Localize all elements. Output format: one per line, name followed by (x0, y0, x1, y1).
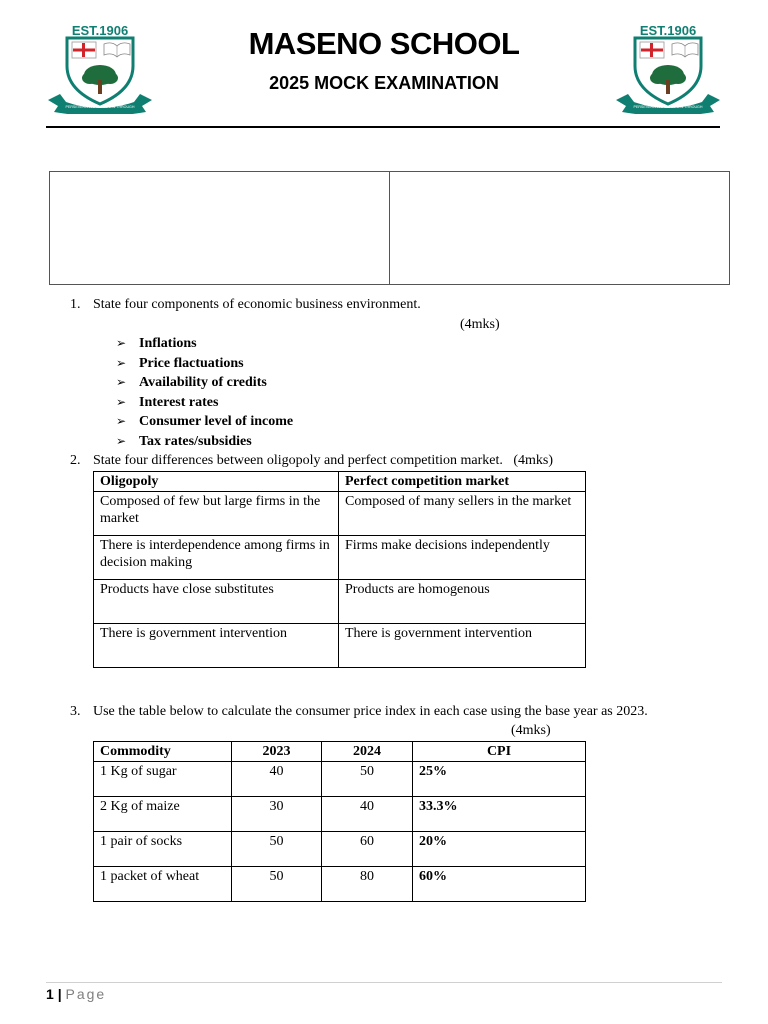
question-3-marks: (4mks) (511, 723, 551, 738)
table-cell: 40 (322, 797, 413, 832)
list-item: ➢ Consumer level of income (116, 412, 293, 432)
table-cell: 25% (413, 762, 586, 797)
crest-motto-text: PERSEVERANCE SHALL WIN THROUGH (633, 105, 703, 109)
oligopoly-comparison-table (93, 471, 586, 668)
table-cell: 2 Kg of maize (94, 797, 232, 832)
q1-answer-list (116, 334, 293, 452)
page-separator: | (57, 986, 62, 1002)
table-cell: 1 pair of socks (94, 832, 232, 867)
table-cell: 80 (322, 867, 413, 902)
arrow-bullet-icon: ➢ (116, 414, 127, 429)
details-box-right-cell (389, 172, 729, 284)
question-text: Use the table below to calculate the consumer price index in each case using the base year as 2023. (93, 704, 648, 719)
table-cell: 1 Kg of sugar (94, 762, 232, 797)
list-item: ➢ Inflations (116, 334, 293, 354)
candidate-details-box (49, 171, 730, 285)
page-label: Page (65, 986, 107, 1002)
header-divider (46, 126, 720, 128)
question-text: State four components of economic business environment. (93, 297, 421, 312)
list-item: ➢ Availability of credits (116, 373, 293, 393)
table-cell: 40 (232, 762, 322, 797)
column-header: 2024 (322, 742, 413, 762)
table-header-row (94, 742, 586, 762)
table-cell: There is government intervention (94, 624, 339, 668)
details-box-left-cell (50, 172, 389, 284)
table-row (94, 867, 586, 902)
question-1-marks: (4mks) (460, 317, 500, 332)
school-name: MASENO SCHOOL (248, 26, 520, 61)
arrow-bullet-icon: ➢ (116, 355, 127, 370)
table-cell: 50 (322, 762, 413, 797)
table-cell: Products are homogenous (339, 580, 586, 624)
crest-est-text: EST.1906 (639, 23, 697, 38)
table-cell: 50 (232, 832, 322, 867)
page-number: 1 (46, 986, 54, 1002)
table-row (94, 536, 586, 580)
arrow-bullet-icon: ➢ (116, 394, 127, 409)
list-item: ➢ Price flactuations (116, 354, 293, 374)
table-cell: 1 packet of wheat (94, 867, 232, 902)
table-row (94, 762, 586, 797)
table-cell: Firms make decisions independently (339, 536, 586, 580)
table-cell: 33.3% (413, 797, 586, 832)
table-cell: 60% (413, 867, 586, 902)
arrow-bullet-icon: ➢ (116, 336, 127, 350)
question-1 (70, 297, 421, 313)
cpi-table (93, 741, 586, 902)
column-header: Perfect competition market (339, 472, 586, 492)
question-number: 1. (70, 297, 81, 312)
footer-divider (46, 982, 722, 983)
list-item: ➢ Interest rates (116, 393, 293, 413)
column-header: Oligopoly (94, 472, 339, 492)
table-cell: Composed of many sellers in the market (339, 492, 586, 536)
column-header: CPI (413, 742, 586, 762)
question-number: 2. (70, 453, 81, 468)
column-header: Commodity (94, 742, 232, 762)
page-footer (46, 986, 106, 1002)
table-row (94, 492, 586, 536)
table-cell: 60 (322, 832, 413, 867)
column-header: 2023 (232, 742, 322, 762)
crest-est-text: EST.1906 (71, 23, 129, 38)
question-2-marks: (4mks) (513, 453, 554, 468)
question-text: State four differences between oligopoly and perfect competition market. (93, 453, 503, 468)
question-3 (70, 704, 648, 720)
exam-title: 2025 MOCK EXAMINATION (269, 73, 499, 93)
table-header-row (94, 472, 586, 492)
list-item: ➢ Tax rates/subsidies (116, 432, 293, 452)
table-cell: There is interdependence among firms in decision making (94, 536, 339, 580)
table-cell: There is government intervention (339, 624, 586, 668)
table-cell: 50 (232, 867, 322, 902)
arrow-bullet-icon: ➢ (116, 375, 127, 390)
table-row (94, 624, 586, 668)
table-cell: 30 (232, 797, 322, 832)
table-row (94, 580, 586, 624)
question-2 (70, 453, 553, 469)
table-cell: 20% (413, 832, 586, 867)
table-row (94, 797, 586, 832)
arrow-bullet-icon: ➢ (116, 433, 127, 448)
table-cell: Composed of few but large firms in the market (94, 492, 339, 536)
table-cell: Products have close substitutes (94, 580, 339, 624)
table-row (94, 832, 586, 867)
crest-motto-text: PERSEVERANCE SHALL WIN THROUGH (65, 105, 135, 109)
question-number: 3. (70, 704, 81, 719)
